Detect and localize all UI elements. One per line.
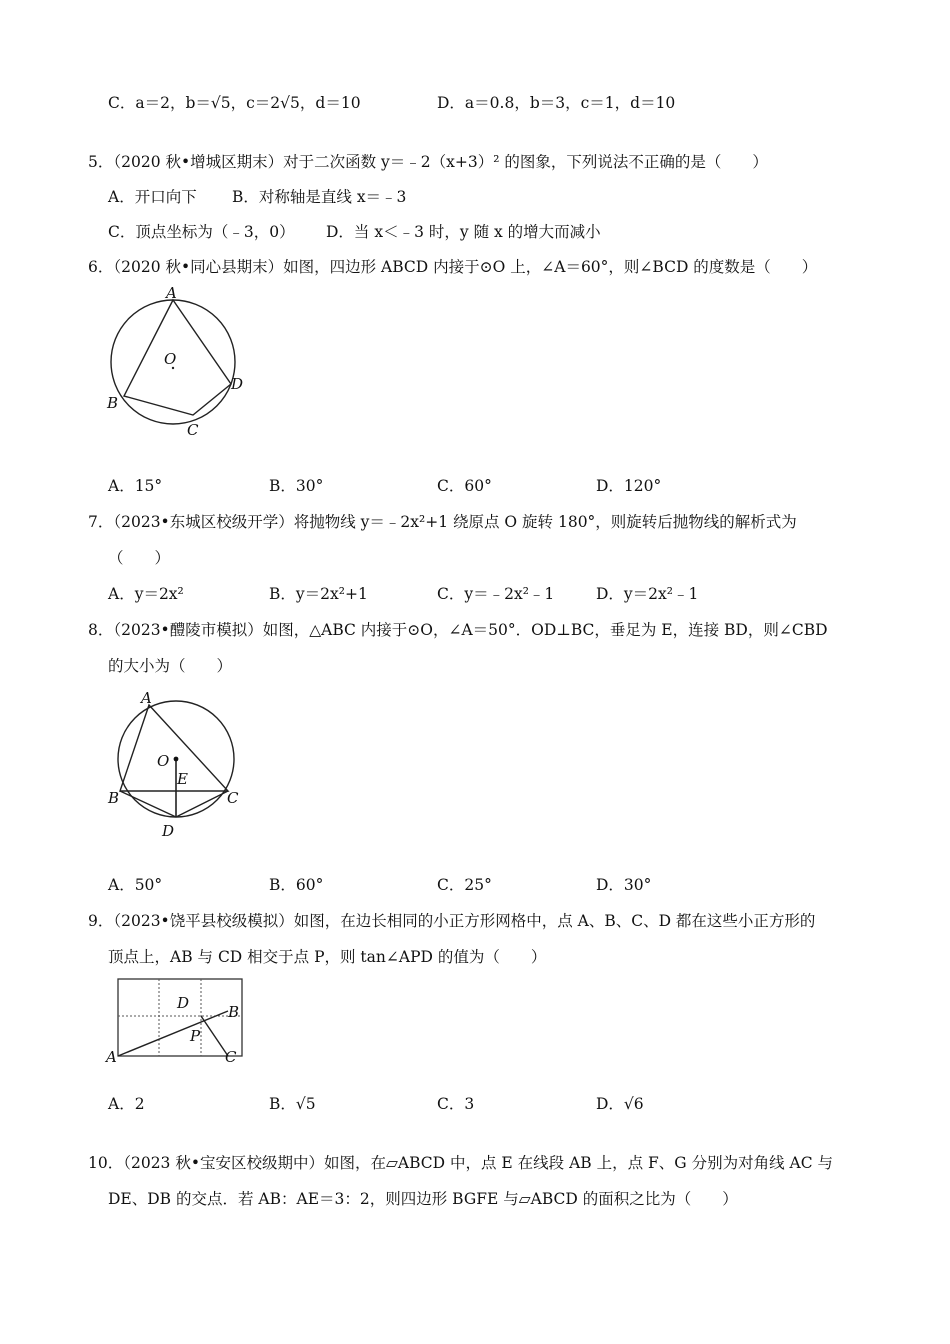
q8-option-d: D．30°	[596, 876, 652, 894]
q8-segment-dc	[176, 791, 228, 817]
q9-segment-cd	[201, 1016, 228, 1056]
q8-label-e: E	[177, 770, 188, 788]
q9-grid-border	[118, 979, 242, 1056]
q8-label-o: O	[157, 752, 170, 770]
q9-option-b: B．√5	[269, 1095, 316, 1113]
q8-stem: 8．（2023•醴陵市模拟）如图，△ABC 内接于⊙O，∠A＝50°．OD⊥BC，垂足为 E，连接 BD，则∠CBD	[88, 621, 828, 639]
q8-stem-2: 的大小为（ ）	[108, 657, 233, 675]
q6-label-a: A	[166, 284, 177, 302]
q7-option-c: C．y＝﹣2x²﹣1	[437, 585, 555, 603]
q5-option-d: D．当 x＜﹣3 时，y 随 x 的增大而减小	[326, 223, 601, 241]
q5-option-b: B．对称轴是直线 x＝﹣3	[232, 188, 407, 206]
q9-stem: 9．（2023•饶平县校级模拟）如图，在边长相同的小正方形网格中，点 A、B、C、D 都在这些小正方形的	[88, 912, 816, 930]
q9-label-d: D	[177, 994, 190, 1012]
q5-stem: 5．（2020 秋•增城区期末）对于二次函数 y＝﹣2（x+3）² 的图象，下列说法不正确的是（ ）	[88, 153, 768, 171]
q9-option-c: C．3	[437, 1095, 475, 1113]
q6-label-o: O	[164, 350, 177, 368]
q8-figure	[100, 686, 260, 846]
q8-option-c: C．25°	[437, 876, 492, 894]
q8-option-a: A．50°	[108, 876, 163, 894]
q6-figure	[100, 284, 260, 444]
q6-stem: 6．（2020 秋•同心县期末）如图，四边形 ABCD 内接于⊙O 上，∠A＝60°，则∠BCD 的度数是（ ）	[88, 258, 818, 276]
q10-stem-2: DE、DB 的交点．若 AB：AE＝3：2，则四边形 BGFE 与▱ABCD 的面积之比为（ ）	[108, 1190, 738, 1208]
q8-label-c: C	[227, 789, 239, 807]
q5-option-a: A．开口向下	[108, 188, 197, 206]
q8-label-d: D	[162, 822, 175, 840]
q10-stem: 10．（2023 秋•宝安区校级期中）如图，在▱ABCD 中，点 E 在线段 AB 上，点 F、G 分别为对角线 AC 与	[88, 1154, 834, 1172]
q8-option-b: B．60°	[269, 876, 324, 894]
q8-label-b: B	[108, 789, 120, 807]
q7-option-d: D．y＝2x²﹣1	[596, 585, 699, 603]
q9-stem-2: 顶点上，AB 与 CD 相交于点 P，则 tan∠APD 的值为（ ）	[108, 948, 547, 966]
q6-label-c: C	[187, 421, 199, 439]
q6-label-b: B	[107, 394, 119, 412]
q9-label-a: A	[106, 1048, 117, 1066]
q9-option-a: A．2	[108, 1095, 145, 1113]
q8-segment-bd	[120, 791, 176, 817]
q6-option-a: A．15°	[108, 477, 163, 495]
q6-label-d: D	[231, 375, 244, 393]
q6-option-c: C．60°	[437, 477, 492, 495]
q5-option-c: C．顶点坐标为（﹣3，0）	[108, 223, 295, 241]
q7-option-a: A．y＝2x²	[108, 585, 184, 603]
q7-stem-2: （ ）	[108, 549, 171, 567]
q9-option-d: D．√6	[596, 1095, 644, 1113]
q9-segment-ab	[118, 1011, 228, 1056]
q7-stem: 7．（2023•东城区校级开学）将抛物线 y＝﹣2x²+1 绕原点 O 旋转 180°，则旋转后抛物线的解析式为	[88, 513, 797, 531]
q4-option-d: D．a＝0.8，b＝3，c＝1，d＝10	[437, 94, 676, 112]
q6-option-b: B．30°	[269, 477, 324, 495]
q9-label-c: C	[225, 1048, 237, 1066]
q8-label-a: A	[141, 689, 152, 707]
q8-triangle-abc	[120, 705, 228, 791]
q9-label-p: P	[190, 1027, 201, 1045]
q9-figure	[104, 974, 254, 1066]
q8-center-dot	[174, 757, 179, 762]
q9-label-b: B	[228, 1003, 240, 1021]
q4-option-c: C．a＝2，b＝√5，c＝2√5，d＝10	[108, 94, 361, 112]
q6-option-d: D．120°	[596, 477, 662, 495]
q7-option-b: B．y＝2x²+1	[269, 585, 368, 603]
